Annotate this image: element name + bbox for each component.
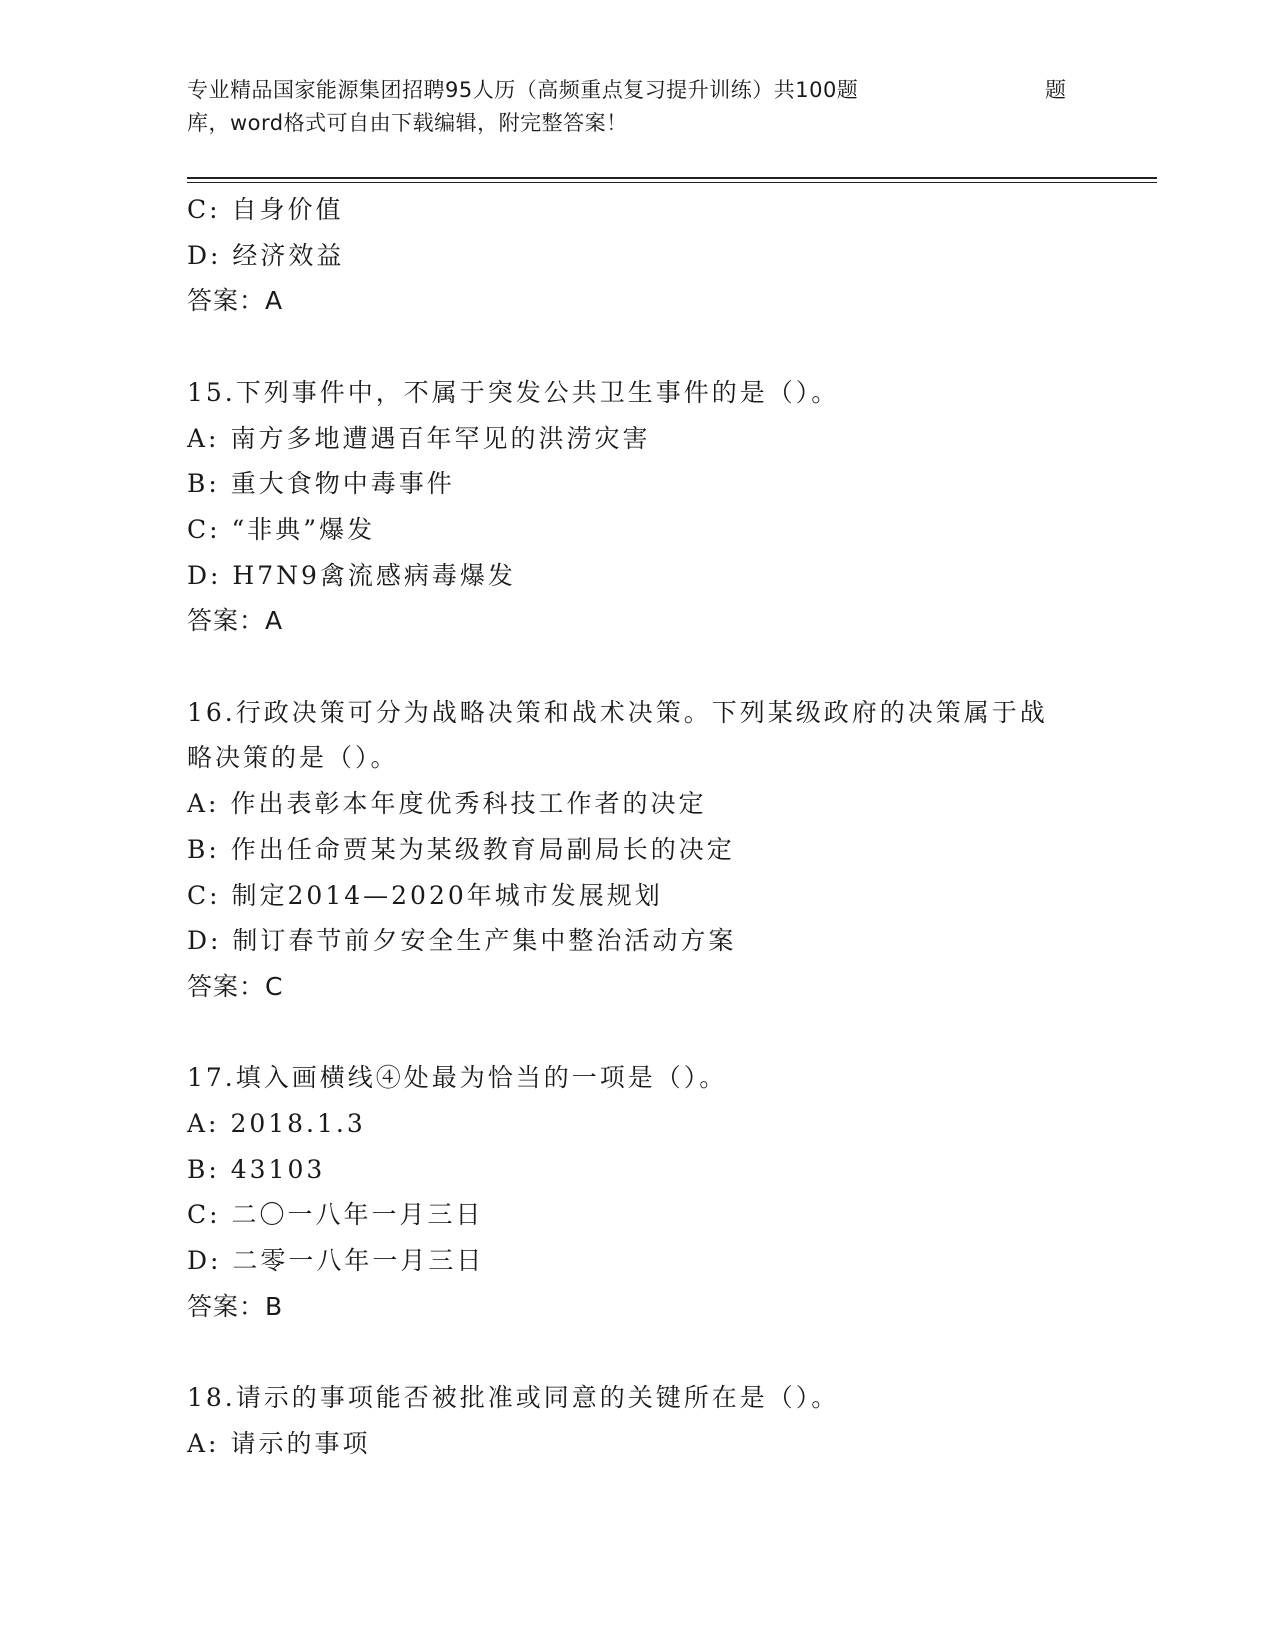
question-14-continued — [187, 187, 1087, 324]
option-d: D: 经济效益 — [187, 240, 345, 270]
header-title-trail: 题 — [1045, 78, 1067, 102]
option-d: D: 二零一八年一月三日 — [187, 1246, 485, 1276]
question-16 — [187, 690, 1087, 1010]
header-title: 专业精品国家能源集团招聘95人历（高频重点复习提升训练）共100题 — [187, 78, 859, 102]
option-c: C: 自身价值 — [187, 195, 344, 224]
option-d: D: 制订春节前夕安全生产集中整治活动方案 — [187, 926, 737, 956]
header-line-1 — [187, 74, 1087, 107]
option-a: A: 作出表彰本年度优秀科技工作者的决定 — [187, 789, 707, 819]
question-17 — [187, 1055, 1087, 1329]
option-d: D: H7N9禽流感病毒爆发 — [187, 560, 516, 590]
option-a: A: 请示的事项 — [187, 1428, 371, 1458]
question-stem-line-2: 略决策的是（）。 — [187, 743, 399, 773]
option-b: B: 重大食物中毒事件 — [187, 469, 455, 499]
question-stem: 17.填入画横线④处最为恰当的一项是（）。 — [187, 1063, 728, 1093]
answer-label: 答案：A — [187, 286, 284, 316]
document-header — [187, 74, 1087, 140]
document-body — [187, 187, 1087, 1467]
option-c: C: “非典”爆发 — [187, 514, 376, 544]
header-divider-thin — [187, 182, 1157, 183]
option-a: A: 南方多地遭遇百年罕见的洪涝灾害 — [187, 423, 651, 453]
header-line-2: 库，word格式可自由下载编辑，附完整答案！ — [187, 111, 628, 135]
question-stem-line-1: 16.行政决策可分为战略决策和战术决策。下列某级政府的决策属于战 — [187, 697, 1048, 727]
option-b: B: 作出任命贾某为某级教育局副局长的决定 — [187, 834, 735, 864]
answer-label: 答案：B — [187, 1291, 284, 1321]
question-stem: 18.请示的事项能否被批准或同意的关键所在是（）。 — [187, 1383, 840, 1413]
question-15 — [187, 370, 1087, 644]
option-c: C: 二〇一八年一月三日 — [187, 1200, 484, 1230]
answer-label: 答案：A — [187, 606, 284, 636]
option-b: B: 43103 — [187, 1154, 326, 1184]
option-c: C: 制定2014—2020年城市发展规划 — [187, 880, 663, 910]
question-stem: 15.下列事件中，不属于突发公共卫生事件的是（）。 — [187, 377, 840, 407]
option-a: A: 2018.1.3 — [187, 1109, 366, 1139]
header-divider-thick — [187, 177, 1157, 179]
question-18 — [187, 1375, 1087, 1466]
answer-label: 答案：C — [187, 971, 284, 1001]
